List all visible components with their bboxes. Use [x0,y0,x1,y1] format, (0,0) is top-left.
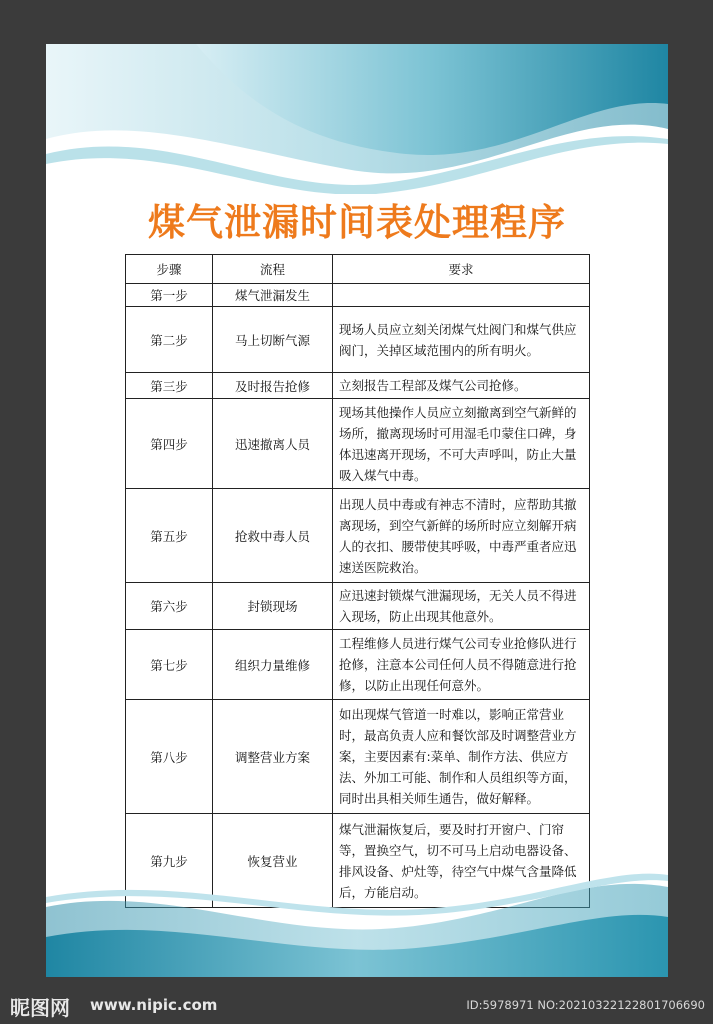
flow-cell: 抢救中毒人员 [213,489,333,583]
header-requirement: 要求 [333,255,590,284]
requirement-cell: 出现人员中毒或有神志不清时，应帮助其撤离现场，到空气新鲜的场所时应立刻解开病人的衣扣、腰带使其呼吸，中毒严重者应迅速送医院救治。 [333,489,590,583]
watermark-footer [0,988,713,1024]
table-row [126,373,590,399]
table-header-row [126,255,590,284]
step-cell: 第七步 [126,630,213,700]
table-row [126,583,590,630]
table-row [126,630,590,700]
poster [46,44,668,977]
step-cell: 第八步 [126,700,213,814]
table-row [126,700,590,814]
bottom-wave-decoration [46,867,668,977]
watermark-site: www.nipic.com [90,996,218,1014]
flow-cell: 马上切断气源 [213,307,333,373]
step-cell: 第六步 [126,583,213,630]
flow-cell: 组织力量维修 [213,630,333,700]
flow-cell: 及时报告抢修 [213,373,333,399]
requirement-cell: 现场其他操作人员应立刻撤离到空气新鲜的场所，撤离现场时可用湿毛巾蒙住口碑，身体迅速离开现场，不可大声呼叫，防止大量吸入煤气中毒。 [333,399,590,489]
step-cell: 第一步 [126,284,213,307]
table-row [126,307,590,373]
header-flow: 流程 [213,255,333,284]
requirement-cell: 现场人员应立刻关闭煤气灶阀门和煤气供应阀门，关掉区域范围内的所有明火。 [333,307,590,373]
requirement-cell: 应迅速封锁煤气泄漏现场，无关人员不得进入现场，防止出现其他意外。 [333,583,590,630]
procedure-table [125,254,590,908]
step-cell: 第二步 [126,307,213,373]
watermark-id: ID:5978971 NO:20210322122801706690 [466,998,705,1012]
requirement-cell: 工程维修人员进行煤气公司专业抢修队进行抢修，注意本公司任何人员不得随意进行抢修，以防止出现任何意外。 [333,630,590,700]
table-row [126,284,590,307]
flow-cell: 调整营业方案 [213,700,333,814]
flow-cell: 煤气泄漏发生 [213,284,333,307]
step-cell: 第五步 [126,489,213,583]
requirement-cell: 立刻报告工程部及煤气公司抢修。 [333,373,590,399]
table-row [126,399,590,489]
requirement-cell [333,284,590,307]
requirement-cell: 煤气泄漏恢复后，要及时打开窗户、门帘等，置换空气，切不可马上启动电器设备、排风设备、炉灶等，待空气中煤气含量降低后，方能启动。 [333,814,590,908]
page-title: 煤气泄漏时间表处理程序 [148,200,566,244]
watermark-logo: 昵图网 [10,996,70,1020]
requirement-cell: 如出现煤气管道一时难以，影响正常营业时，最高负责人应和餐饮部及时调整营业方案，主要因素有:菜单、制作方法、供应方法、外加工可能、制作和人员组织等方面，同时出具相关师生通告，做好解释。 [333,700,590,814]
table-row [126,489,590,583]
step-cell: 第四步 [126,399,213,489]
header-step: 步骤 [126,255,213,284]
flow-cell: 恢复营业 [213,814,333,908]
step-cell: 第九步 [126,814,213,908]
step-cell: 第三步 [126,373,213,399]
flow-cell: 封锁现场 [213,583,333,630]
top-wave-decoration [46,44,668,194]
flow-cell: 迅速撤离人员 [213,399,333,489]
